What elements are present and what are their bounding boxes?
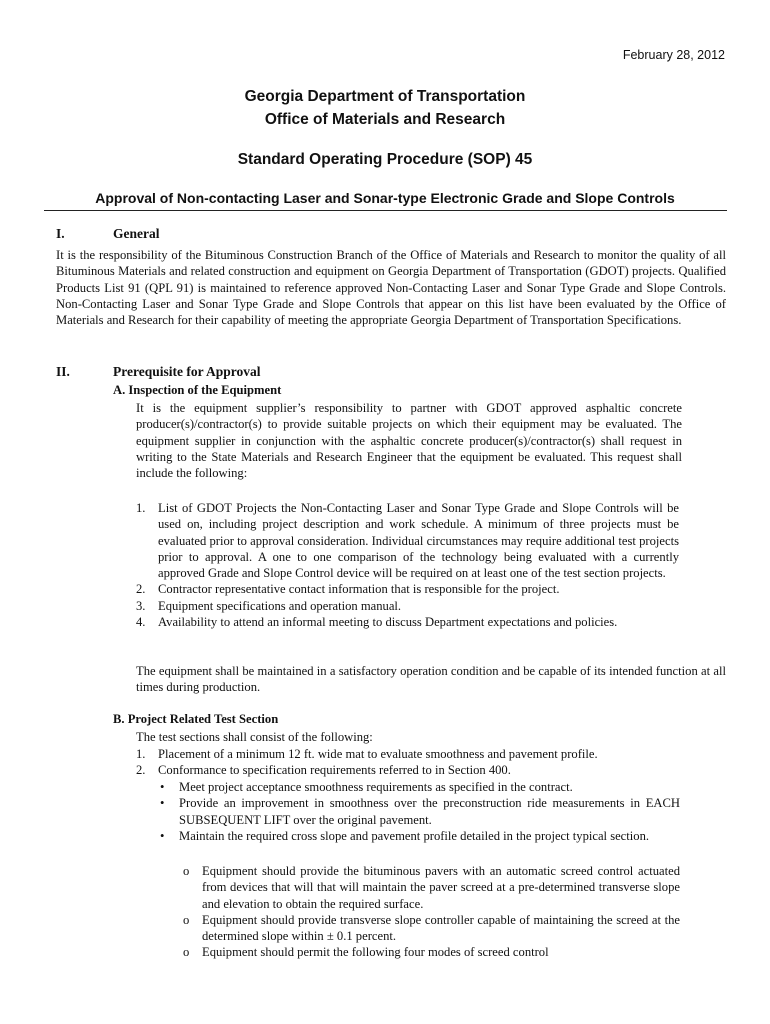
requirements-list — [136, 500, 679, 630]
sub-bullet-text: Equipment should provide transverse slope controller capable of maintaining the screed at the determined slope within ± 0.1 percent. — [202, 912, 680, 944]
document-date: February 28, 2012 — [622, 48, 725, 62]
bullet-text: Provide an improvement in smoothness over the preconstruction ride measurements in EACH SUBSEQUENT LIFT over the original pavement. — [179, 796, 680, 827]
list-item-text: Placement of a minimum 12 ft. wide mat to evaluate smoothness and pavement profile. — [158, 747, 598, 761]
document-subtitle: Approval of Non-contacting Laser and Sonar-type Electronic Grade and Slope Controls — [95, 190, 675, 206]
list-item-number: 4. — [136, 615, 146, 630]
list-item-number: 1. — [136, 747, 146, 761]
bullet-item — [157, 779, 680, 795]
test-section-list — [136, 746, 682, 779]
list-item — [136, 746, 682, 762]
list-item — [136, 598, 679, 614]
list-item-text: Equipment specifications and operation manual. — [158, 598, 402, 613]
bullet-text: Maintain the required cross slope and pavement profile detailed in the project typical section. — [179, 828, 650, 843]
bullet-icon: • — [160, 828, 165, 843]
bullet-text: Meet project acceptance smoothness requirements as specified in the contract. — [179, 780, 573, 794]
conformance-bullets — [157, 779, 680, 844]
list-item-number: 1. — [136, 501, 146, 515]
title-divider — [44, 210, 727, 211]
section-1-title: General — [113, 226, 160, 241]
list-item — [136, 581, 679, 597]
list-item — [136, 614, 679, 630]
subsection-a-closing: The equipment shall be maintained in a satisfactory operation condition and be capable of its intended function at all times during production. — [136, 664, 726, 695]
list-item-text: Availability to attend an informal meeting to discuss Department expectations and policies. — [158, 615, 618, 630]
bullet-icon: • — [160, 796, 165, 811]
bullet-item — [157, 795, 680, 828]
section-1-number: I. — [56, 226, 65, 241]
list-item-number: 3. — [136, 598, 146, 613]
sop-title: Standard Operating Procedure (SOP) 45 — [237, 151, 533, 168]
section-2-number: II. — [56, 364, 70, 379]
list-item-number: 2. — [136, 763, 146, 778]
subsection-b-heading: B. Project Related Test Section — [113, 712, 279, 726]
list-item-text: List of GDOT Projects the Non-Contacting Laser and Sonar Type Grade and Slope Controls will be used on, including project description and work schedule. A minimum of three projects must be evaluated prior to approval consideration. Individual circumstances may require additional test projects prior to approval. A one to one comparison of the technology being evaluated with a currently approved Grade and Slope Control device will be required on at least one of the test section projects. — [158, 501, 679, 581]
subsection-b-intro: The test sections shall consist of the following: — [136, 730, 373, 744]
list-item-number: 2. — [136, 582, 146, 597]
sub-bullet-item — [180, 912, 680, 945]
sub-bullet-text: Equipment should provide the bituminous pavers with an automatic screed control actuated from devices that will that will maintain the paver screed at a pre-determined transverse slope and elevation to obtain the required surface. — [202, 864, 680, 911]
section-2-title: Prerequisite for Approval — [113, 364, 261, 379]
equipment-requirements — [180, 863, 680, 961]
circle-bullet-icon: o — [183, 912, 190, 927]
office-title: Office of Materials and Research — [264, 111, 506, 128]
agency-title: Georgia Department of Transportation — [244, 88, 526, 105]
circle-bullet-icon: o — [183, 864, 190, 878]
list-item-text: Conformance to specification requirements referred to in Section 400. — [158, 763, 511, 778]
subsection-a-heading: A. Inspection of the Equipment — [113, 383, 282, 397]
bullet-item — [157, 828, 680, 844]
bullet-icon: • — [160, 780, 165, 794]
list-item — [136, 762, 682, 778]
list-item-text: Contractor representative contact information that is responsible for the project. — [158, 582, 560, 597]
subsection-a-intro: It is the equipment supplier’s responsibility to partner with GDOT approved asphaltic concrete producer(s)/contractor(s) to provide suitable projects on which their equipment may be evaluated. The equipment supplier in conjunction with the asphaltic concrete producer(s)/contractor(s) shall request in writing to the State Materials and Research Engineer that the equipment be evaluated. This request shall include the following: — [136, 401, 682, 481]
list-item — [136, 500, 679, 581]
sub-bullet-text: Equipment should permit the following four modes of screed control — [202, 945, 549, 960]
sub-bullet-item — [180, 863, 680, 912]
section-1-body: It is the responsibility of the Bituminous Construction Branch of the Office of Materials and Research to monitor the quality of all Bituminous Materials and related construction and equipment on Georgia Department of Transportation (GDOT) projects. Qualified Products List 91 (QPL 91) is maintained to reference approved Non-Contacting Laser and Sonar Type Grade and Slope Controls. Non-Contacting Laser and Sonar Type Grade and Slope Controls that appear on this list have been evaluated by the Office of Materials and Research for their capability of meeting the appropriate Georgia Department of Transportation Specifications. — [56, 248, 726, 328]
circle-bullet-icon: o — [183, 945, 190, 960]
sub-bullet-item — [180, 944, 680, 960]
